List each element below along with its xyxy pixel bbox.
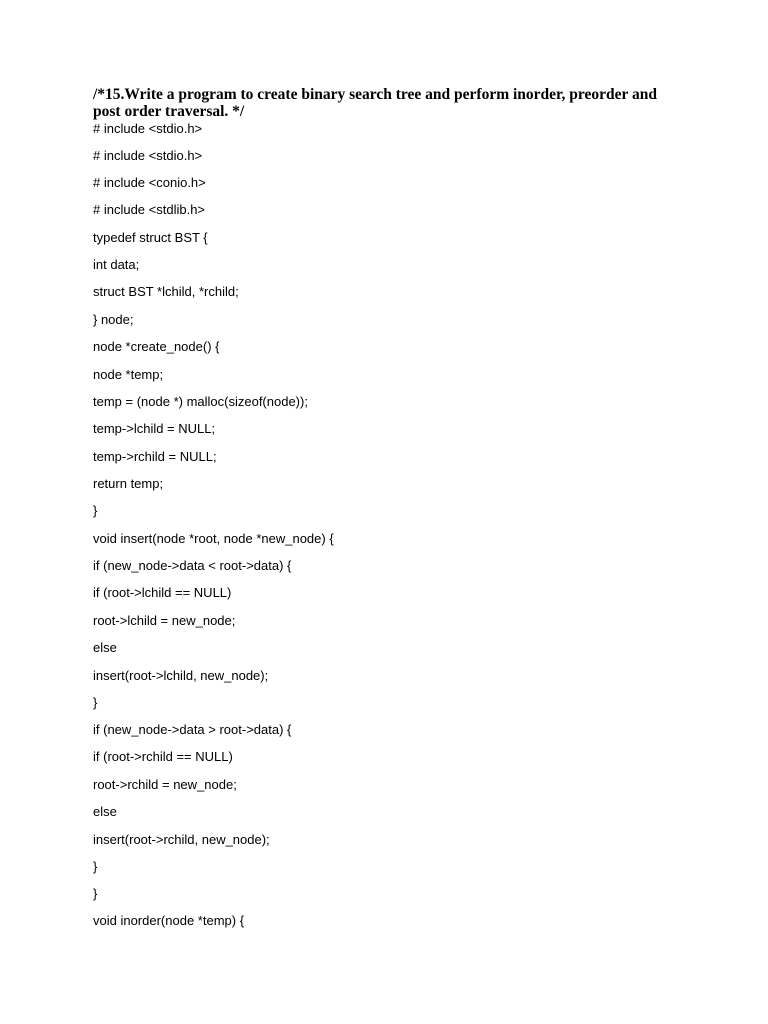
- heading-line-1: /*15.Write a program to create binary search tree and perform inorder, preorder and: [93, 86, 657, 103]
- code-line: }: [93, 695, 98, 710]
- code-line: return temp;: [93, 476, 164, 491]
- heading-line-2: post order traversal. */: [93, 103, 245, 120]
- program-heading: [93, 86, 693, 120]
- code-line: } node;: [93, 312, 134, 327]
- code-line: node *temp;: [93, 367, 164, 382]
- code-line: else: [93, 804, 117, 819]
- code-line: # include <stdlib.h>: [93, 202, 206, 217]
- code-line: struct BST *lchild, *rchild;: [93, 284, 239, 299]
- code-line: void insert(node *root, node *new_node) {: [93, 531, 334, 546]
- code-line: typedef struct BST {: [93, 230, 208, 245]
- code-line: insert(root->lchild, new_node);: [93, 668, 269, 683]
- code-line: temp = (node *) malloc(sizeof(node));: [93, 394, 308, 409]
- code-line: if (root->rchild == NULL): [93, 749, 233, 764]
- code-line: # include <stdio.h>: [93, 121, 203, 136]
- code-line: }: [93, 886, 98, 901]
- code-line: else: [93, 640, 117, 655]
- code-line: node *create_node() {: [93, 339, 220, 354]
- code-line: temp->rchild = NULL;: [93, 449, 217, 464]
- code-line: if (new_node->data < root->data) {: [93, 558, 292, 573]
- code-line: int data;: [93, 257, 140, 272]
- code-line: root->lchild = new_node;: [93, 613, 236, 628]
- code-line: # include <conio.h>: [93, 175, 206, 190]
- code-line: }: [93, 859, 98, 874]
- code-line: insert(root->rchild, new_node);: [93, 832, 270, 847]
- code-line: if (root->lchild == NULL): [93, 585, 232, 600]
- code-line: root->rchild = new_node;: [93, 777, 237, 792]
- code-line: }: [93, 503, 98, 518]
- code-line: void inorder(node *temp) {: [93, 913, 245, 928]
- code-line: temp->lchild = NULL;: [93, 421, 216, 436]
- code-line: if (new_node->data > root->data) {: [93, 722, 292, 737]
- code-line: # include <stdio.h>: [93, 148, 203, 163]
